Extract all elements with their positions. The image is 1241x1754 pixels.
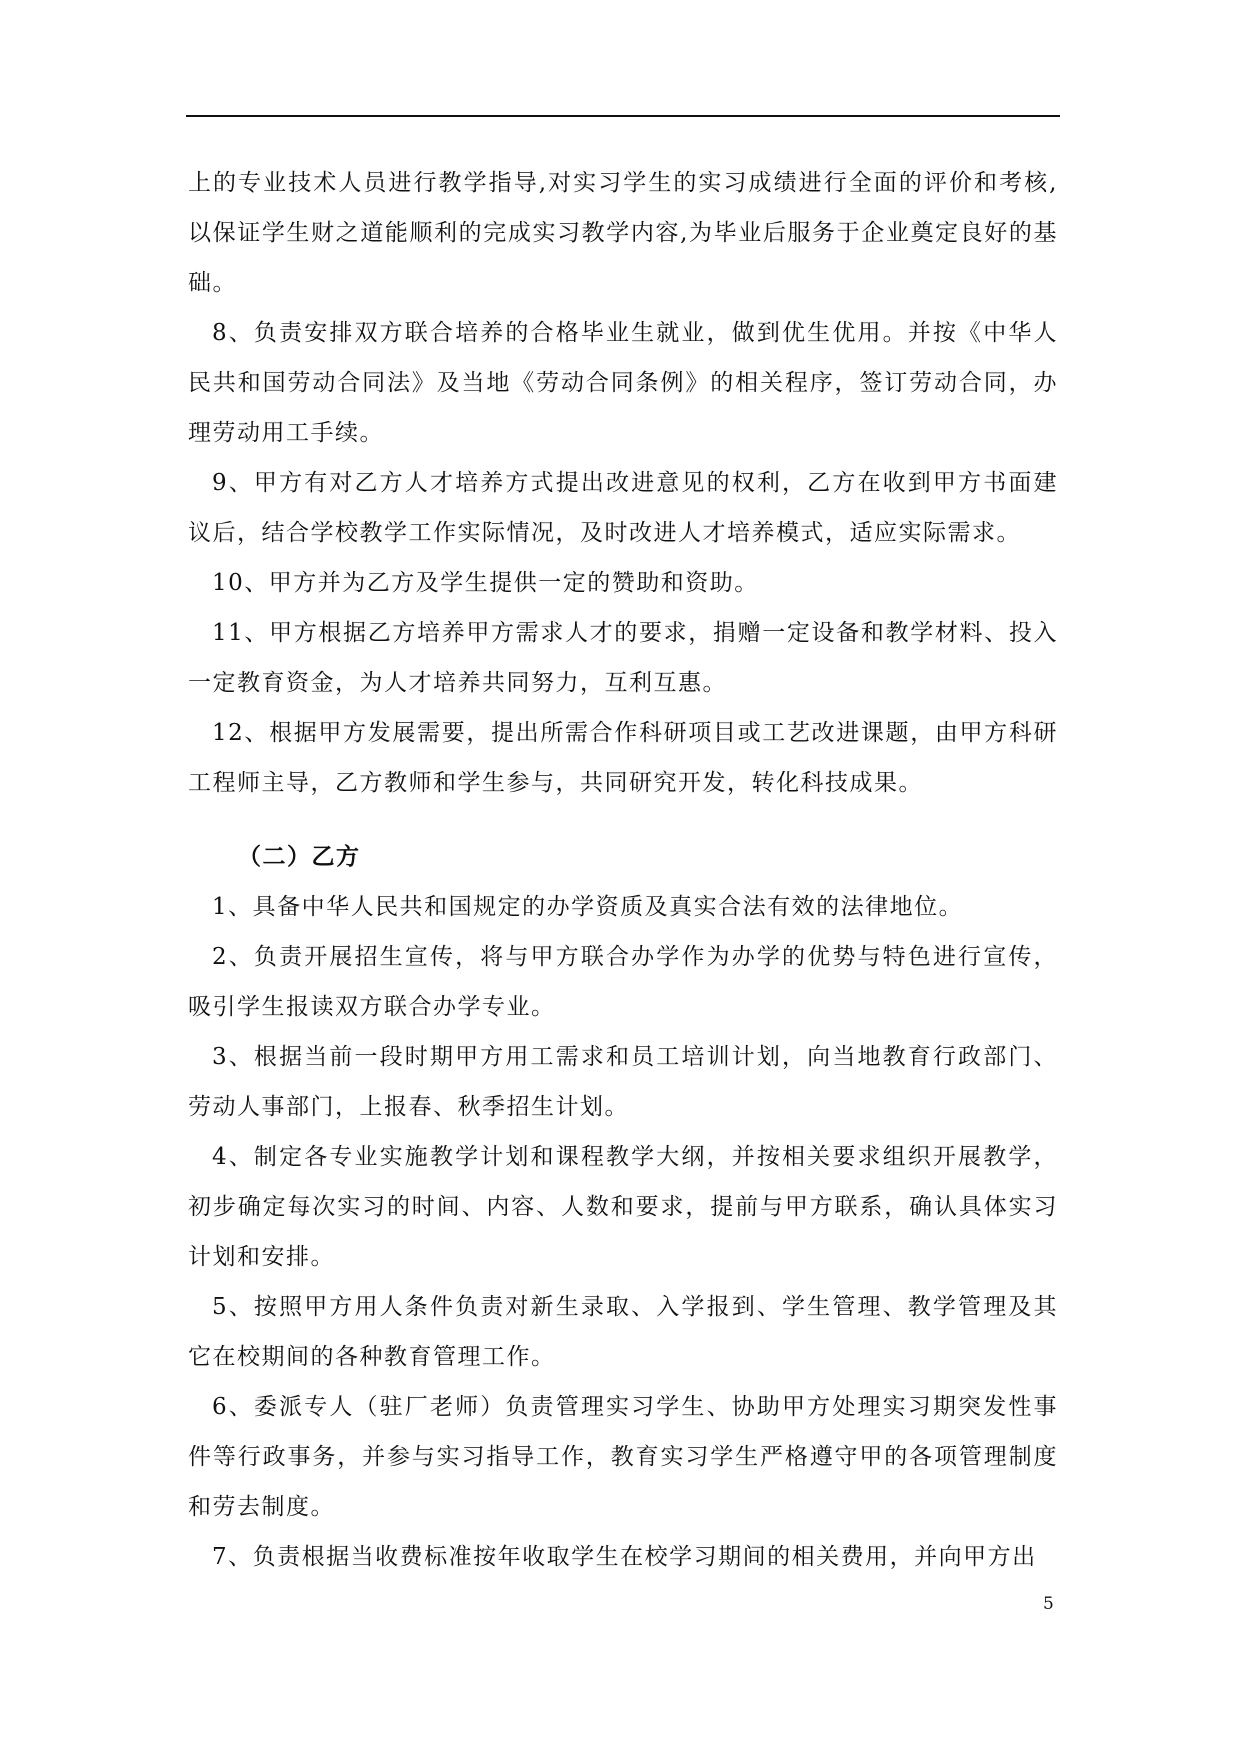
section-heading-party-b: （二）乙方: [238, 843, 361, 870]
party-a-item-11: 11、甲方根据乙方培养甲方需求人才的要求，捐赠一定设备和教学材料、投入一定教育资金，为人才培养共同努力，互利互惠。: [188, 620, 1058, 696]
intro-paragraph: 上的专业技术人员进行教学指导,对实习学生的实习成绩进行全面的评价和考核,以保证学生财之道能顺利的完成实习教学内容,为毕业后服务于企业奠定良好的基础。: [188, 170, 1058, 296]
party-b-item-3: 3、根据当前一段时期甲方用工需求和员工培训计划，向当地教育行政部门、劳动人事部门，上报春、秋季招生计划。: [188, 1044, 1058, 1120]
header-rule: [186, 115, 1060, 117]
party-a-item-8: 8、负责安排双方联合培养的合格毕业生就业，做到优生优用。并按《中华人民共和国劳动合同法》及当地《劳动合同条例》的相关程序，签订劳动合同，办理劳动用工手续。: [188, 320, 1058, 446]
party-b-item-5: 5、按照甲方用人条件负责对新生录取、入学报到、学生管理、教学管理及其它在校期间的各种教育管理工作。: [188, 1294, 1058, 1370]
party-b-item-6: 6、委派专人（驻厂老师）负责管理实习学生、协助甲方处理实习期突发性事件等行政事务，并参与实习指导工作，教育实习学生严格遵守甲的各项管理制度和劳去制度。: [188, 1394, 1058, 1520]
party-b-item-1: 1、具备中华人民共和国规定的办学资质及真实合法有效的法律地位。: [212, 894, 964, 920]
party-a-item-10: 10、甲方并为乙方及学生提供一定的赞助和资助。: [212, 570, 759, 596]
party-b-item-4: 4、制定各专业实施教学计划和课程教学大纲，并按相关要求组织开展教学，初步确定每次实习的时间、内容、人数和要求，提前与甲方联系，确认具体实习计划和安排。: [188, 1144, 1058, 1270]
party-a-item-12: 12、根据甲方发展需要，提出所需合作科研项目或工艺改进课题，由甲方科研工程师主导，乙方教师和学生参与，共同研究开发，转化科技成果。: [188, 720, 1058, 796]
document-body: [188, 158, 1058, 1582]
page-number: 5: [1043, 1594, 1054, 1614]
party-b-item-7: 7、负责根据当收费标准按年收取学生在校学习期间的相关费用，并向甲方出: [212, 1544, 1037, 1570]
party-b-item-2: 2、负责开展招生宣传，将与甲方联合办学作为办学的优势与特色进行宣传，吸引学生报读双方联合办学专业。: [188, 944, 1058, 1020]
party-a-item-9: 9、甲方有对乙方人才培养方式提出改进意见的权利，乙方在收到甲方书面建议后，结合学校教学工作实际情况，及时改进人才培养模式，适应实际需求。: [188, 470, 1058, 546]
